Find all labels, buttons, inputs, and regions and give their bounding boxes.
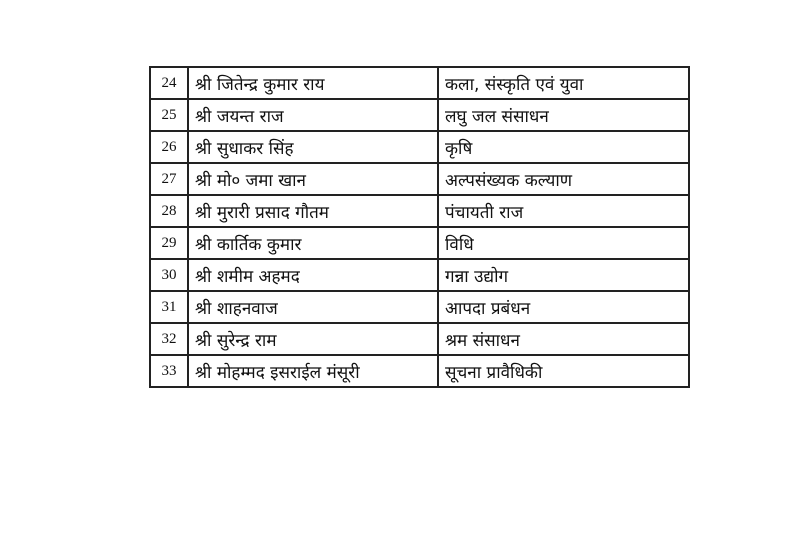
row-number: 30 [150,259,188,291]
minister-name: श्री सुरेन्द्र राम [188,323,438,355]
table-row [150,67,689,99]
table-row [150,259,689,291]
row-number: 31 [150,291,188,323]
ministers-table-container [149,66,690,388]
table-row [150,195,689,227]
row-number: 26 [150,131,188,163]
department-name: कृषि [438,131,689,163]
minister-name: श्री कार्तिक कुमार [188,227,438,259]
minister-name: श्री मुरारी प्रसाद गौतम [188,195,438,227]
row-number: 29 [150,227,188,259]
department-name: अल्पसंख्यक कल्याण [438,163,689,195]
minister-name: श्री जितेन्द्र कुमार राय [188,67,438,99]
minister-name: श्री जयन्त राज [188,99,438,131]
row-number: 32 [150,323,188,355]
row-number: 33 [150,355,188,387]
department-name: लघु जल संसाधन [438,99,689,131]
minister-name: श्री मोहम्मद इसराईल मंसूरी [188,355,438,387]
table-row [150,323,689,355]
table-row [150,99,689,131]
row-number: 25 [150,99,188,131]
table-row [150,131,689,163]
minister-name: श्री शमीम अहमद [188,259,438,291]
table-row [150,227,689,259]
row-number: 27 [150,163,188,195]
department-name: विधि [438,227,689,259]
table-row [150,355,689,387]
department-name: श्रम संसाधन [438,323,689,355]
department-name: गन्ना उद्योग [438,259,689,291]
minister-name: श्री सुधाकर सिंह [188,131,438,163]
row-number: 24 [150,67,188,99]
ministers-table [149,66,690,388]
row-number: 28 [150,195,188,227]
department-name: पंचायती राज [438,195,689,227]
department-name: कला, संस्कृति एवं युवा [438,67,689,99]
table-row [150,291,689,323]
minister-name: श्री मो० जमा खान [188,163,438,195]
minister-name: श्री शाहनवाज [188,291,438,323]
department-name: सूचना प्रावैधिकी [438,355,689,387]
table-row [150,163,689,195]
department-name: आपदा प्रबंधन [438,291,689,323]
